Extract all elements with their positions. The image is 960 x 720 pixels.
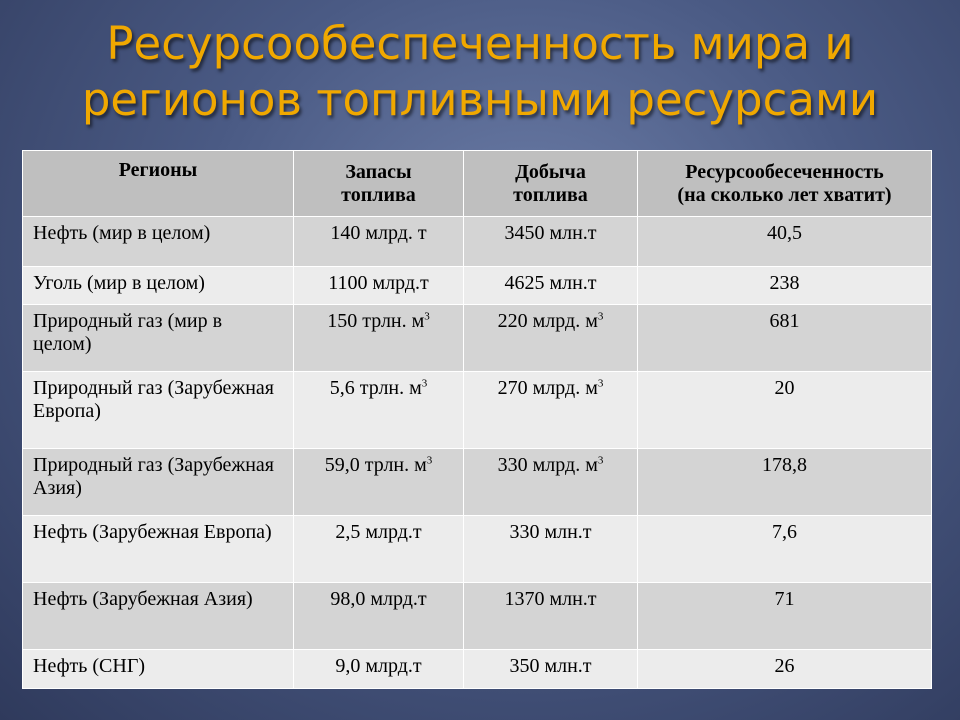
cell-region: Природный газ (Зарубежная Европа) (23, 372, 294, 449)
cell-production: 330 млн.т (464, 516, 638, 583)
table-row (23, 516, 932, 583)
cell-production: 220 млрд. $м^3$ (464, 305, 638, 372)
slide-title-line1: Ресурсообеспеченность мира и (106, 17, 854, 70)
cell-region: Нефть (мир в целом) (23, 217, 294, 267)
cell-years: 238 (638, 267, 932, 305)
cell-production: 3450 млн.т (464, 217, 638, 267)
cell-years: 7,6 (638, 516, 932, 583)
header-reserves: Запасы топлива (294, 151, 464, 217)
cell-region: Нефть (СНГ) (23, 650, 294, 689)
unit-exponent: 3 (597, 310, 604, 323)
cell-years: 178,8 (638, 449, 932, 516)
cell-years: 681 (638, 305, 932, 372)
cell-production: 1370 млн.т (464, 583, 638, 650)
header-regions: Регионы (23, 151, 294, 217)
cell-production: 4625 млн.т (464, 267, 638, 305)
table-row (23, 217, 932, 267)
cell-reserves: 98,0 млрд.т (294, 583, 464, 650)
cell-years: 40,5 (638, 217, 932, 267)
cell-region: Уголь (мир в целом) (23, 267, 294, 305)
resource-table-container (22, 150, 931, 689)
unit-exponent: 3 (424, 310, 430, 323)
cell-reserves: 140 млрд. т (294, 217, 464, 267)
cell-production: 330 млрд. $м^3$ (464, 449, 638, 516)
cell-reserves: 1100 млрд.т (294, 267, 464, 305)
header-years: Ресурсообесеченность (на сколько лет хватит) (638, 151, 932, 217)
cell-reserves: 9,0 млрд.т (294, 650, 464, 689)
cell-years: 20 (638, 372, 932, 449)
cell-years: 26 (638, 650, 932, 689)
table-row (23, 267, 932, 305)
unit-exponent: 3 (426, 454, 433, 467)
cell-reserves: 2,5 млрд.т (294, 516, 464, 583)
cell-reserves: 150 трлн. $м^3$ (294, 305, 464, 372)
resource-table (22, 150, 932, 689)
cell-region: Нефть (Зарубежная Азия) (23, 583, 294, 650)
table-row (23, 305, 932, 372)
cell-region: Природный газ (мир в целом) (23, 305, 294, 372)
cell-years: 71 (638, 583, 932, 650)
slide-title (30, 16, 930, 128)
unit-exponent: 3 (421, 377, 428, 390)
cell-production: 270 млрд. $м^3$ (464, 372, 638, 449)
table-row (23, 583, 932, 650)
table-header-row (23, 151, 932, 217)
table-row (23, 650, 932, 689)
header-production: Добыча топлива (464, 151, 638, 217)
cell-reserves: 59,0 трлн. $м^3$ (294, 449, 464, 516)
cell-reserves: 5,6 трлн. $м^3$ (294, 372, 464, 449)
cell-region: Нефть (Зарубежная Европа) (23, 516, 294, 583)
table-row (23, 372, 932, 449)
slide-title-line2: регионов топливными ресурсами (81, 73, 879, 126)
table-row (23, 449, 932, 516)
cell-region: Природный газ (Зарубежная Азия) (23, 449, 294, 516)
unit-exponent: 3 (597, 377, 604, 390)
cell-production: 350 млн.т (464, 650, 638, 689)
unit-exponent: 3 (597, 454, 604, 467)
